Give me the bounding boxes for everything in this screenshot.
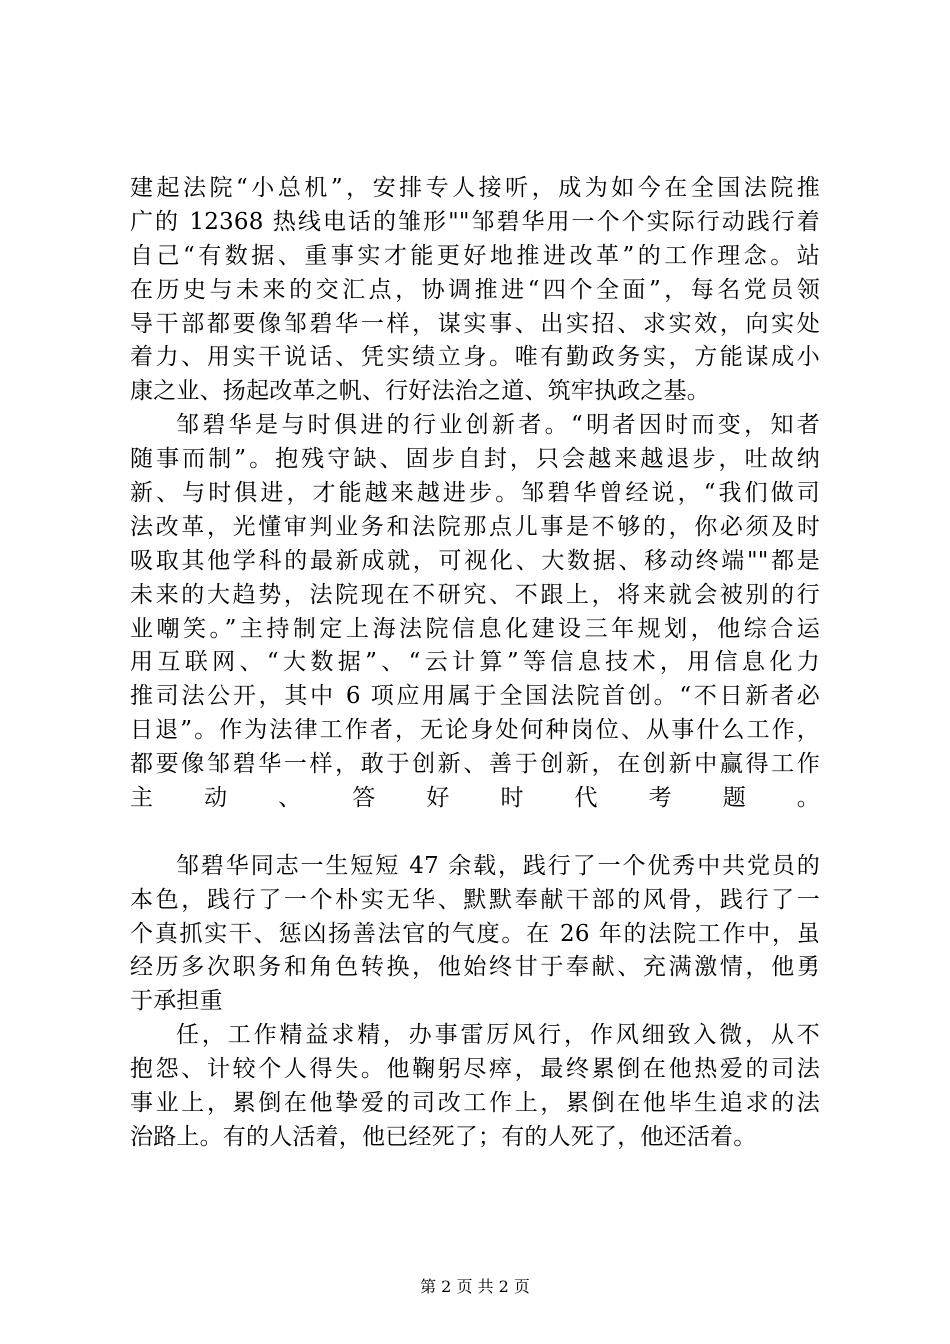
paragraph-3 — [130, 850, 820, 1019]
text-line: 任，工作精益求精，办事雷厉风行，作风细致入微，从不 — [176, 1022, 820, 1049]
text-line: 吸取其他学科的最新成就，可视化、大数据、移动终端""都是 — [130, 547, 820, 574]
text-line: 邹碧华同志一生短短 47 余载，践行了一个优秀中共党员的 — [176, 852, 820, 879]
text-line: 本色，践行了一个朴实无华、默默奉献干部的风骨，践行了一 — [130, 886, 820, 913]
text-line: 抱怨、计较个人得失。他鞠躬尽瘁，最终累倒在他热爱的司法 — [130, 1056, 820, 1083]
text-line: 未来的大趋势，法院现在不研究、不跟上，将来就会被别的行 — [130, 581, 820, 608]
text-line: 自己“有数据、重事实才能更好地推进改革”的工作理念。站 — [130, 242, 820, 269]
page-footer: 第 2 页 共 2 页 — [420, 1277, 530, 1296]
text-line: 邹碧华是与时俱进的行业创新者。“明者因时而变，知者 — [176, 412, 820, 439]
text-line: 于承担重 — [130, 988, 223, 1015]
text-line: 治路上。有的人活着，他已经死了；有的人死了，他还活着。 — [130, 1123, 757, 1150]
text-line: 法改革，光懂审判业务和法院那点儿事是不够的，你必须及时 — [130, 513, 820, 540]
text-line: 事业上，累倒在他挚爱的司改工作上，累倒在他毕生追求的法 — [130, 1090, 820, 1117]
text-line — [130, 816, 820, 850]
text-line: 个真抓实干、惩凶扬善法官的气度。在 26 年的法院工作中，虽 — [130, 920, 820, 947]
text-line: 新、与时俱进，才能越来越进步。邹碧华曾经说，“我们做司 — [130, 480, 820, 507]
text-line: 日退”。作为法律工作者，无论身处何种岗位、从事什么工作， — [130, 717, 820, 744]
text-line: 康之业、扬起改革之帆、行好法治之道、筑牢执政之基。 — [130, 378, 710, 405]
text-line: 广的 12368 热线电话的雏形""邹碧华用一个个实际行动践行着 — [130, 208, 820, 235]
text-line: 建起法院“小总机”，安排专人接听，成为如今在全国法院推 — [130, 175, 820, 201]
text-line: 导干部都要像邹碧华一样，谋实事、出实招、求实效，向实处 — [130, 310, 820, 337]
text-line: 在历史与未来的交汇点，协调推进“四个全面”，每名党员领 — [130, 276, 820, 303]
text-line: 着力、用实干说话、凭实绩立身。唯有勤政务实，方能谋成小 — [130, 344, 820, 371]
paragraph-2 — [130, 409, 820, 850]
text-line: 经历多次职务和角色转换，他始终甘于奉献、充满激情，他勇 — [130, 954, 820, 981]
text-line: 随事而制”。抱残守缺、固步自封，只会越来越退步，吐故纳 — [130, 446, 820, 473]
paragraph-1 — [130, 172, 820, 409]
text-line: 主动、答好时代考题。 — [130, 785, 820, 812]
paragraph-4 — [130, 1019, 820, 1155]
text-line: 用互联网、“大数据”、“云计算”等信息技术，用信息化力 — [130, 649, 820, 676]
text-line: 都要像邹碧华一样，敢于创新、善于创新，在创新中赢得工作 — [130, 751, 820, 778]
text-line: 推司法公开，其中 6 项应用属于全国法院首创。“不日新者必 — [130, 683, 820, 710]
document-body — [130, 172, 820, 1155]
text-line: 业嘲笑。”主持制定上海法院信息化建设三年规划，他综合运 — [130, 615, 820, 642]
